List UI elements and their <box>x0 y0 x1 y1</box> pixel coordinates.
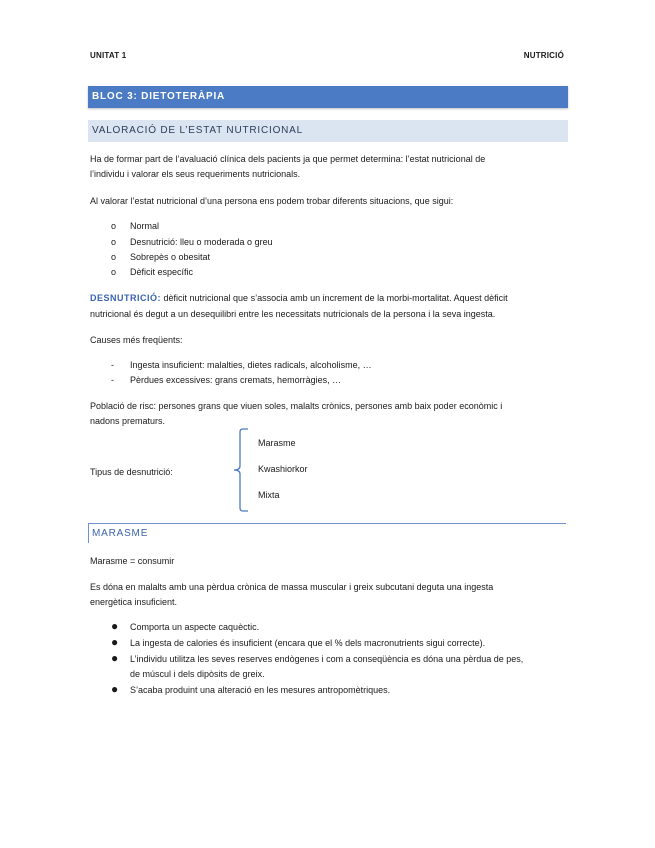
dash-marker: - <box>111 375 114 385</box>
bloc-title-bar: BLOC 3: DIETOTERÀPIA <box>88 86 568 108</box>
list-item: La ingesta de calories és insuficient (encara que el % dels macronutrients sigui correcte). <box>130 638 486 648</box>
bullet-dot: ● <box>111 682 119 696</box>
list-item: Dèficit específic <box>130 267 194 277</box>
list-item: Comporta un aspecte caquèctic. <box>130 622 260 632</box>
causes-lead: Causes més freqüents: <box>90 335 183 345</box>
desnutricio-line-1 <box>90 291 570 306</box>
list-item: Normal <box>130 221 160 231</box>
tipus-item: Kwashiorkor <box>258 464 308 474</box>
intro-line-2: l’individu i valorar els seus requeriments nutricionals. <box>90 169 301 179</box>
section-title-valoracio: VALORACIÓ DE L’ESTAT NUTRICIONAL <box>88 120 568 142</box>
list-item: Sobrepès o obesitat <box>130 252 211 262</box>
header-unit: UNITAT 1 <box>90 51 127 60</box>
list-item: Ingesta insuficient: malalties, dietes radicals, alcoholisme, … <box>130 360 372 370</box>
intro-line-1: Ha de formar part de l’avaluació clínica dels pacients ja que permet determina: l’estat nutricional de <box>90 154 486 164</box>
bullet-marker: o <box>111 237 117 247</box>
list-item: S’acaba produint una alteració en les mesures antropomètriques. <box>130 685 391 695</box>
bullet-marker: o <box>111 221 117 231</box>
dash-marker: - <box>111 360 114 370</box>
tipus-item: Mixta <box>258 490 280 500</box>
list-item: Desnutrició: lleu o moderada o greu <box>130 237 273 247</box>
bullet-dot: ● <box>111 635 119 649</box>
bullet-dot: ● <box>111 651 119 665</box>
section-title-marasme: MARASME <box>88 523 566 543</box>
list-item: L’individu utilitza les seves reserves endògenes i com a conseqüència es dóna una pèrdua de pes, <box>130 654 524 664</box>
desnutricio-term: DESNUTRICIÓ: <box>90 293 161 303</box>
list-item-continuation: de múscul i dels dipòsits de greix. <box>130 669 265 679</box>
bullet-dot: ● <box>111 619 119 633</box>
bullet-marker: o <box>111 267 117 277</box>
header-subject: NUTRICIÓ <box>523 51 564 60</box>
tipus-item: Marasme <box>258 438 296 448</box>
marasme-desc-2: energètica insuficient. <box>90 597 178 607</box>
poblacio-line-2: nadons prematurs. <box>90 416 166 426</box>
tipus-label: Tipus de desnutrició: <box>90 467 173 477</box>
bullet-marker: o <box>111 252 117 262</box>
marasme-definition: Marasme = consumir <box>90 556 175 566</box>
marasme-desc-1: Es dóna en malalts amb una pèrdua crònica de massa muscular i greix subcutani deguta una ingesta <box>90 582 494 592</box>
brace-icon <box>232 428 252 512</box>
desnutricio-text: dèficit nutricional que s’associa amb un increment de la morbi-mortalitat. Aquest dèficit <box>163 293 508 303</box>
poblacio-line-1: Població de risc: persones grans que viuen soles, malalts crònics, persones amb baix poder econòmic i <box>90 401 503 411</box>
list-item: Pèrdues excessives: grans cremats, hemorràgies, … <box>130 375 342 385</box>
situacions-lead: Al valorar l’estat nutricional d’una persona ens podem trobar diferents situacions, que sigui: <box>90 196 454 206</box>
desnutricio-line-2: nutricional és degut a un desequilibri entre les necessitats nutricionals de la persona i la seva ingesta. <box>90 309 496 319</box>
